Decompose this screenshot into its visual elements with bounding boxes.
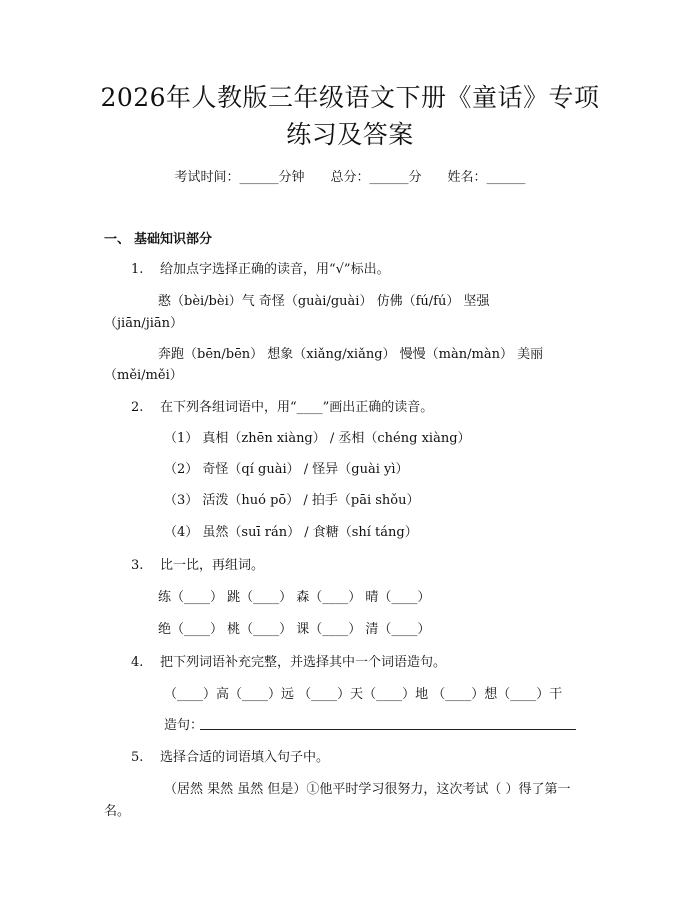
q1-line-2: （jiān/jiān） (104, 316, 184, 331)
question-number: 3. (131, 558, 144, 573)
q4-sentence-label: 造句： (164, 718, 204, 733)
question-number: 2. (131, 400, 144, 415)
page-title-line1: 2026年人教版三年级语文下册《童话》专项 (100, 83, 600, 112)
q1-line-3: 奔跑（bēn/bēn） 想象（xiǎng/xiǎng） 慢慢（màn/màn） 美丽 (158, 347, 544, 362)
question-3 (131, 556, 264, 576)
exam-meta (0, 168, 700, 188)
question-prompt: 比一比，再组词。 (160, 558, 265, 573)
q2-item-3: （3） 活泼（huó pō） / 拍手（pāi shǒu） (164, 493, 420, 508)
q5-line-1: （居然 果然 虽然 但是）①他平时学习很努力，这次考试（ ）得了第一 (164, 782, 571, 797)
exam-time-field: 考试时间：______分钟 (174, 170, 305, 185)
question-prompt: 在下列各组词语中，用“____”画出正确的读音。 (160, 400, 434, 415)
q2-item-4: （4） 虽然（suī rán） / 食糖（shí táng） (164, 525, 418, 540)
question-number: 1. (131, 262, 144, 277)
q1-line-4: （měi/měi） (104, 368, 183, 383)
q2-item-1: （1） 真相（zhēn xiàng） / 丞相（chéng xiàng） (164, 431, 471, 446)
question-prompt: 选择合适的词语填入句子中。 (160, 750, 330, 765)
question-prompt: 把下列词语补充完整，并选择其中一个词语造句。 (160, 655, 447, 670)
question-2 (131, 398, 433, 418)
sentence-answer-line (200, 729, 576, 730)
section-title: 基础知识部分 (134, 232, 213, 247)
question-prompt: 给加点字选择正确的读音，用“√”标出。 (160, 262, 390, 277)
name-field: 姓名：______ (447, 170, 526, 185)
q4-word-blanks: （____）高（____）远 （____）天（____）地 （____）想（____）干 (164, 687, 563, 702)
question-4 (131, 653, 446, 673)
question-number: 4. (131, 655, 144, 670)
question-number: 5. (131, 750, 144, 765)
q2-item-2: （2） 奇怪（qí guài） / 怪异（guài yì） (164, 462, 409, 477)
q3-row-1: 练（____） 跳（____） 森（____） 晴（____） (158, 590, 431, 605)
question-5 (131, 748, 329, 768)
total-score-field: 总分：______分 (330, 170, 422, 185)
page-title-line2: 练习及答案 (286, 120, 414, 149)
section-number: 一、 (104, 232, 131, 247)
q5-line-2: 名。 (104, 804, 131, 819)
section-heading (104, 230, 212, 250)
question-1 (131, 260, 390, 280)
q3-row-2: 绝（____） 桃（____） 课（____） 清（____） (158, 622, 431, 637)
q1-line-1: 憨（bèi/bèi）气 奇怪（guài/guài） 仿佛（fú/fú） 坚强 (158, 294, 490, 309)
